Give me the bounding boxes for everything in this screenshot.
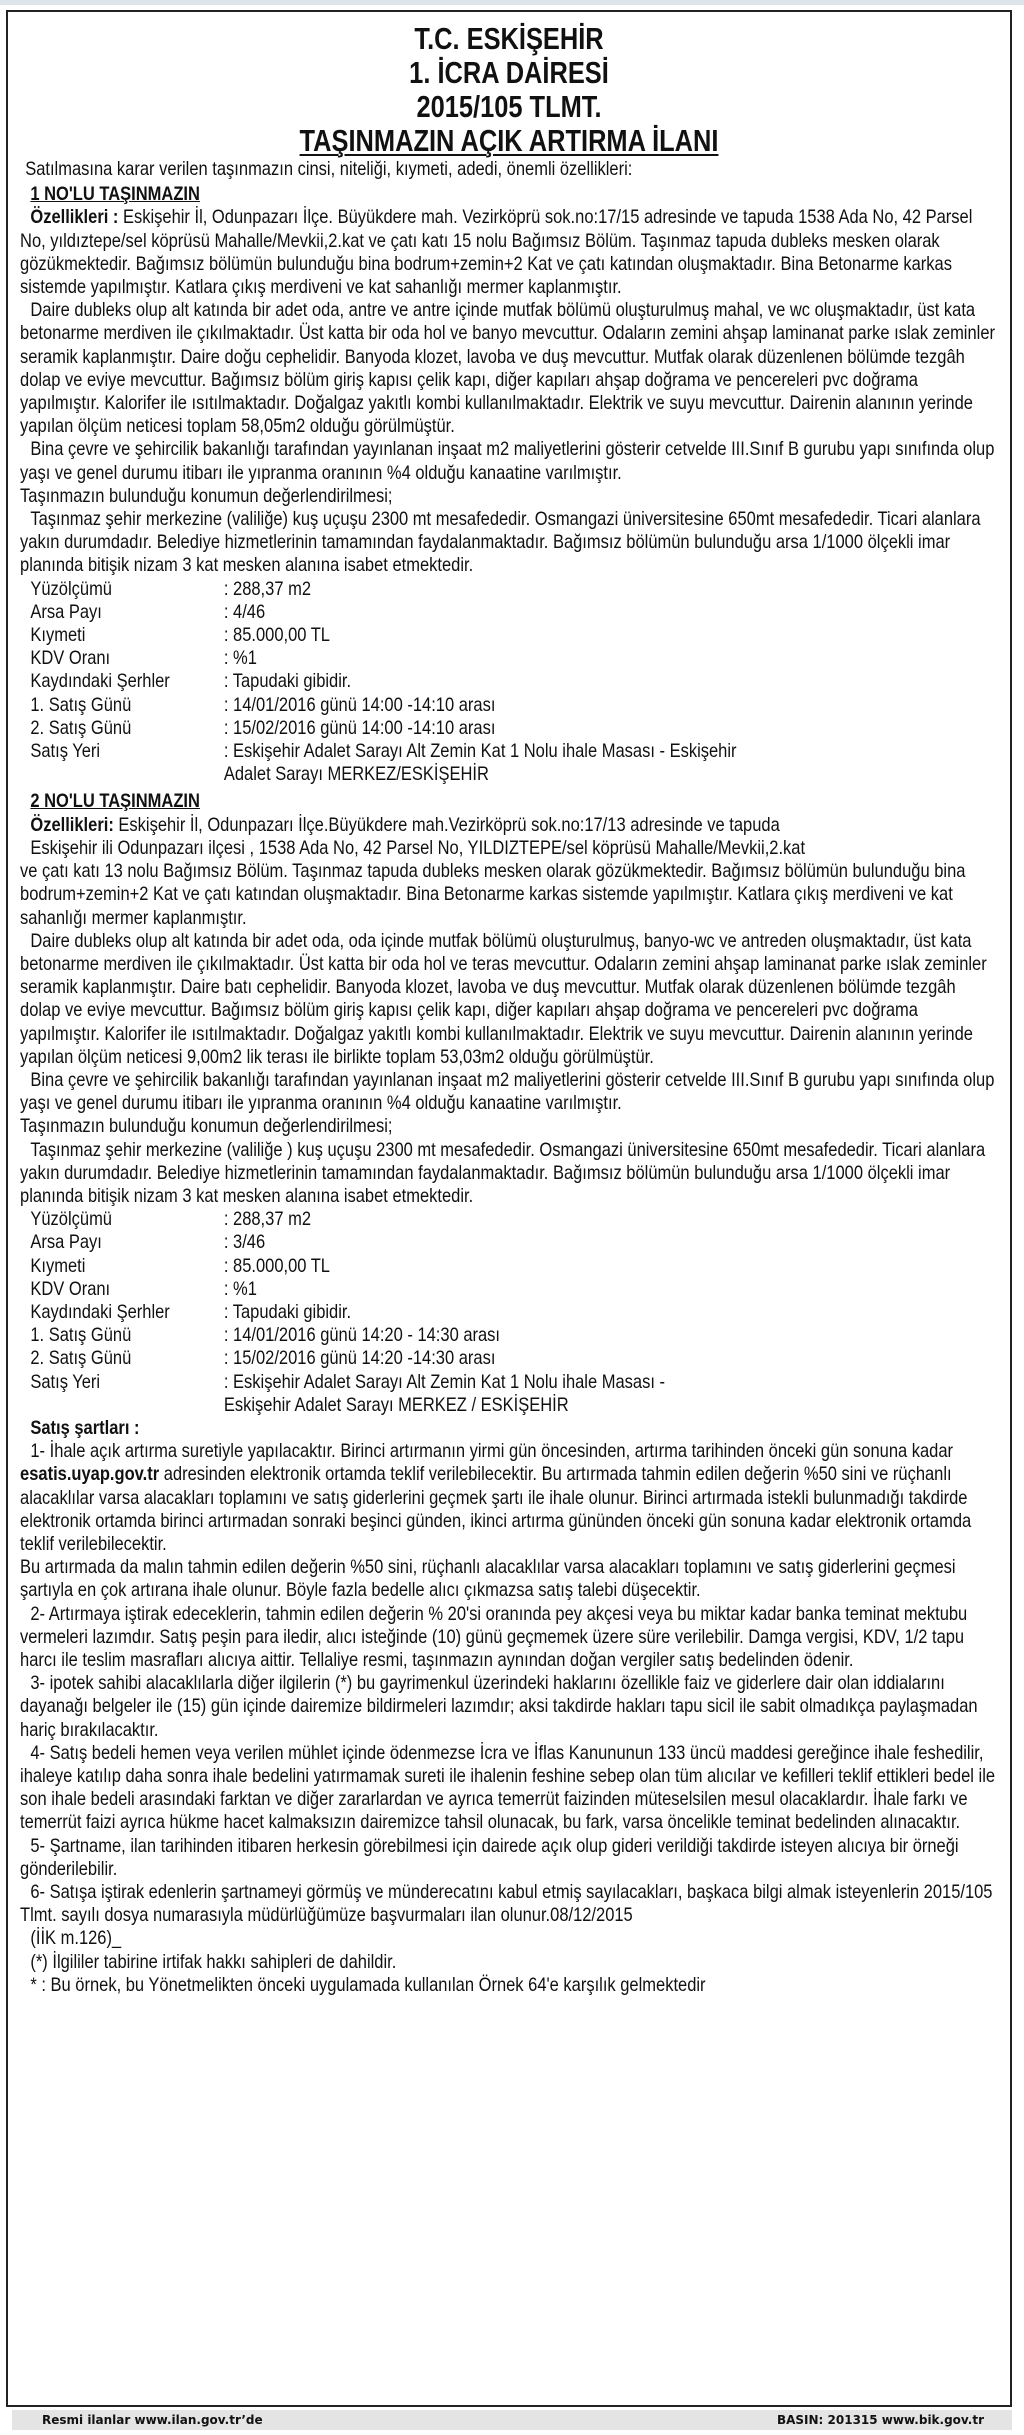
announcement-frame: [6, 10, 1012, 2407]
detail-label: Kaydındaki Şerhler: [30, 1301, 170, 1323]
detail-value: : Tapudaki gibidir.: [223, 1301, 352, 1323]
detail-value: : 288,37 m2: [223, 1209, 312, 1231]
property-1-paragraph: Bina çevre ve şehircilik bakanlığı tarafından yayınlanan inşaat m2 maliyetlerini gösterir cetvelde III.Sınıf B gurubu yapı sınıfında olup yaşı ve genel durumu itibarı ile yıpranma oranının %4 olduğu kanaatine varılmıştır.: [20, 439, 995, 484]
property-2-paragraph: Bina çevre ve şehircilik bakanlığı tarafından yayınlanan inşaat m2 maliyetlerini gösterir cetvelde III.Sınıf B gurubu yapı sınıfında olup yaşı ve genel durumu itibarı ile yıpranma oranının %4 olduğu kanaatine varılmıştır.: [20, 1069, 995, 1115]
detail-row: [30, 601, 1000, 624]
property-2-heading: 2 NO'LU TAŞINMAZIN: [30, 791, 200, 813]
intro-text: Satılmasına karar verilen taşınmazın cinsi, niteliği, kıymeti, adedi, önemli özellikleri:: [25, 159, 633, 180]
conditions-heading: Satış şartları :: [30, 1417, 140, 1439]
detail-label: Yüzölçümü: [30, 1209, 112, 1231]
detail-label: Satış Yeri: [30, 741, 101, 763]
detail-row: [30, 717, 1000, 740]
detail-row: [30, 1208, 1000, 1231]
detail-label: 1. Satış Günü: [30, 694, 132, 716]
condition-1: [20, 1440, 1000, 1556]
detail-row: [30, 647, 1000, 670]
detail-label: Kaydındaki Şerhler: [30, 671, 170, 693]
detail-value: : 15/02/2016 günü 14:20 -14:30 arası: [223, 1348, 496, 1370]
detail-value: : 3/46: [223, 1232, 266, 1254]
property-2-features: [20, 814, 1000, 837]
condition-text: adresinden elektronik ortamda teklif verilebilecektir. Bu artırmada tahmin edilen değerin %50 sini ve rüçhanlı alacaklılar varsa alacakları toplamını ve satış giderlerini geçmek şartı ile ihale olunur. Birinci artırmada istekli bulunmadığı takdirde elektronik ortamda birinci artırmadan sonraki beşinci günden, ikinci artırma gününden önceki gün sonuna kadar elektronik ortamda teklif verilebilecektir.: [20, 1464, 972, 1555]
detail-label: 1. Satış Günü: [30, 1325, 132, 1347]
announcement-header: [8, 22, 1010, 158]
condition-3: 3- ipotek sahibi alacaklılarla diğer ilgilerin (*) bu gayrimenkul üzerindeki haklarını özellikle faiz ve giderlere dair olan iddialarını dayanağı belgeler ile (15) gün içinde dairemize bildirmeleri lazımdır; aksi takdirde hakları tapu sicil ile sabit olmadıkça paylaşmadan hariç bırakılacaktır.: [20, 1673, 978, 1741]
detail-row: [30, 578, 1000, 601]
sale-place-continuation: Adalet Sarayı MERKEZ/ESKİŞEHİR: [223, 764, 489, 786]
detail-value: : Tapudaki gibidir.: [223, 671, 352, 693]
detail-label: Kıymeti: [30, 1255, 86, 1277]
condition-6: 6- Satışa iştirak edenlerin şartnameyi görmüş ve münderecatını kabul etmiş sayılacakları, başkaca bilgi almak isteyenlerin 2015/105 Tlmt. sayılı dosya numarasıyla müdürlüğümüze başvurmaları ilan olunur.08/12/2015: [20, 1882, 993, 1927]
property-1-paragraph: Eskişehir İl, Odunpazarı İlçe. Büyükdere mah. Vezirköprü sok.no:17/15 adresinde ve tapuda 1538 Ada No, 42 Parsel No, yıldıztepe/sel köprüsü Mahalle/Mevkii,2.kat ve çatı katı 15 nolu Bağımsız Bölüm. Taşınmaz tapuda dubleks mesken olarak gözükmektedir. Bağımsız bölümün bulunduğu bina bodrum+zemin+2 Kat ve çatı katından oluşmaktadır. Bina Betonarme karkas sistemde yapılmıştır. Katlara çıkış merdiveni ve kat sahanlığı mermer kaplanmıştır.: [20, 207, 973, 299]
detail-row: [30, 1324, 1000, 1347]
detail-row: [30, 1347, 1000, 1370]
header-line-3: 2015/105 TLMT.: [416, 89, 602, 124]
condition-2: 2- Artırmaya iştirak edeceklerin, tahmin edilen değerin % 20'si oranında pey akçesi veya bu miktar kadar banka teminat mektubu vermeleri lazımdır. Satış peşin para iledir, alıcı isteğinde (10) günü geçmemek üzere süre verilebilir. Damga vergisi, KDV, 1/2 tapu harcı ile teslim masrafları alıcıya aittir. Tellaliye resmi, taşınmazın aynından doğan vergiler satış bedelinden ödenir.: [20, 1603, 968, 1671]
detail-label: Kıymeti: [30, 625, 86, 647]
detail-row: [30, 1371, 1000, 1394]
detail-label: 2. Satış Günü: [30, 717, 132, 739]
features-label: Özellikleri:: [30, 814, 114, 836]
property-2-paragraph: Eskişehir ili Odunpazarı ilçesi , 1538 Ada No, 42 Parsel No, YILDIZTEPE/sel köprüsü Mahalle/Mevkii,2.kat: [30, 837, 806, 859]
detail-row: [30, 1255, 1000, 1278]
footnote-2: * : Bu örnek, bu Yönetmelikten önceki uygulamada kullanılan Örnek 64'e karşılık gelmektedir: [30, 1974, 706, 1996]
detail-row: [30, 1231, 1000, 1254]
property-1-paragraph: Taşınmazın bulunduğu konumun değerlendirilmesi;: [20, 485, 393, 507]
detail-row: [30, 740, 1000, 763]
detail-row: [30, 624, 1000, 647]
property-1-features: [20, 206, 1000, 299]
property-2-paragraph: Eskişehir İl, Odunpazarı İlçe.Büyükdere mah.Vezirköprü sok.no:17/13 adresinde ve tapuda: [113, 814, 780, 836]
detail-value: : 4/46: [223, 601, 266, 623]
detail-value: : 14/01/2016 günü 14:00 -14:10 arası: [223, 694, 496, 716]
announcement-title-text: TAŞINMAZIN AÇIK ARTIRMA İLANI: [299, 123, 719, 158]
detail-value: : Eskişehir Adalet Sarayı Alt Zemin Kat 1 Nolu ihale Masası -: [223, 1371, 666, 1393]
header-line-1: T.C. ESKİŞEHİR: [414, 21, 604, 56]
detail-label: KDV Oranı: [30, 1278, 111, 1300]
detail-row: [30, 1301, 1000, 1324]
top-strip: [0, 0, 1024, 5]
condition-1-continued: Bu artırmada da malın tahmin edilen değerin %50 sini, rüçhanlı alacaklılar varsa alacakları toplamını ve satış giderlerini geçmesi şartıyla en çok artırana ihale olunur. Böyle fazla bedelle alıcı çıkmazsa satış talebi düşecektir.: [20, 1557, 956, 1602]
condition-text: 1- İhale açık artırma suretiyle yapılacaktır. Birinci artırmanın yirmi gün öncesinden, artırma tarihinden önceki gün sonuna kadar: [30, 1441, 954, 1463]
property-2-details: [20, 1208, 1000, 1417]
announcement-body: [8, 158, 1012, 1997]
footer-ilan-link[interactable]: Resmi ilanlar www.ilan.gov.tr’de: [42, 2413, 263, 2427]
sale-place-continuation: Eskişehir Adalet Sarayı MERKEZ / ESKİŞEHİR: [223, 1394, 569, 1416]
detail-label: Satış Yeri: [30, 1371, 101, 1393]
detail-row: [30, 1278, 1000, 1301]
property-1-paragraph: Daire dubleks olup alt katında bir adet oda, antre ve antre içinde mutfak bölümü oluşturulmuş mahal, ve wc oluşmaktadır, üst kata betonarme merdiven ile çıkılmaktadır. Üst katta bir oda hol ve banyo mevcuttur. Odaların zemini ahşap laminanat parke ıslak zeminler seramik kaplanmıştır. Daire doğu cephelidir. Banyoda klozet, lavoba ve duş mevcuttur. Mutfak olarak düzenlenen bölümde tezgâh dolap ve eviye mevcuttur. Bağımsız bölüm giriş kapısı çelik kapı, diğer kapıları ahşap doğrama ve pencereleri pvc doğrama yapılmıştır. Kalorifer ile ısıtılmaktadır. Doğalgaz yakıtlı kombi kullanılmaktadır. Elektrik ve suyu mevcuttur. Dairenin alanının yerinde yapılan ölçüm neticesi toplam 58,05m2 olduğu görülmüştür.: [20, 300, 995, 438]
detail-row: [30, 670, 1000, 693]
detail-value: : 85.000,00 TL: [223, 625, 330, 647]
features-label: Özellikleri :: [30, 207, 119, 229]
detail-value: : %1: [223, 1278, 257, 1300]
property-2-paragraph: Taşınmaz şehir merkezine (valiliğe ) kuş uçuşu 2300 mt mesafededir. Osmangazi üniversitesine 650mt mesafededir. Ticari alanlara yakın durumdadır. Belediye hizmetlerinin tamamından faydalanmaktadır. Bağımsız bölümün bulunduğu arsa 1/1000 ölçekli imar planında bitişik nizam 3 kat mesken alanına isabet etmektedir.: [20, 1139, 986, 1207]
detail-label: Arsa Payı: [30, 1232, 102, 1254]
property-1-details: [20, 578, 1000, 787]
detail-label: Arsa Payı: [30, 601, 102, 623]
detail-value: : 15/02/2016 günü 14:00 -14:10 arası: [223, 717, 496, 739]
footer-bar: [12, 2410, 1012, 2430]
property-2-paragraph: ve çatı katı 13 nolu Bağımsız Bölüm. Taşınmaz tapuda dubleks mesken olarak gözükmektedir. Bağımsız bölümün bulunduğu bina bodrum+zemin+2 Kat ve çatı katından oluşmaktadır. Bina Betonarme karkas sistemde yapılmıştır. Katlara çıkış merdiveni ve kat sahanlığı mermer kaplanmıştır.: [20, 861, 966, 929]
footer-basin-info[interactable]: BASIN: 201315 www.bik.gov.tr: [776, 2413, 984, 2427]
detail-value: : 85.000,00 TL: [223, 1255, 330, 1277]
esatis-link[interactable]: esatis.uyap.gov.tr: [20, 1464, 160, 1486]
condition-5: 5- Şartname, ilan tarihinden itibaren herkesin görebilmesi için dairede açık olup gideri verildiği takdirde isteyen alıcıya bir örneği gönderilebilir.: [20, 1835, 959, 1880]
detail-row: [30, 694, 1000, 717]
detail-value: : Eskişehir Adalet Sarayı Alt Zemin Kat 1 Nolu ihale Masası - Eskişehir: [223, 741, 737, 763]
detail-label: KDV Oranı: [30, 648, 111, 670]
condition-4: 4- Satış bedeli hemen veya verilen mühlet içinde ödenmezse İcra ve İflas Kanununun 133 üncü maddesi gereğince ihale feshedilir, ihaleye katılıp daha sonra ihale bedelini yatırmamak sureti ile ihalenin feshine sebep olan tüm alıcılar ve kefilleri teklif ettikleri bedel ile son ihale bedeli arasındaki farktan ve diğer zararlardan ve ayrıca temerrüt faizinden müteselsilen mesul olacaklardır. İhale farkı ve temerrüt faizi ayrıca hükme hacet kalmaksızın dairemizce tahsil olunacak, bu fark, varsa öncelikle teminat bedelinden alınacaktır.: [20, 1742, 996, 1834]
detail-label: Yüzölçümü: [30, 578, 112, 600]
detail-label: 2. Satış Günü: [30, 1348, 132, 1370]
law-reference: (İİK m.126)_: [30, 1928, 122, 1950]
header-line-2: 1. İCRA DAİRESİ: [409, 55, 609, 90]
property-2-paragraph: Daire dubleks olup alt katında bir adet oda, oda içinde mutfak bölümü oluşturulmuş, banyo-wc ve antreden oluşmaktadır, üst kata betonarme merdiven ile çıkılmaktadır. Üst katta bir oda hol ve teras mevcuttur. Odaların zemini ahşap laminanat parke ıslak zeminler seramik kaplanmıştır. Daire batı cephelidir. Banyoda klozet, lavoba ve duş mevcuttur. Mutfak olarak düzenlenen bölümde tezgâh dolap ve eviye mevcuttur. Bağımsız bölüm giriş kapısı çelik kapı, diğer kapıları ahşap doğrama ve pencereleri pvc doğrama yapılmıştır. Kalorifer ile ısıtılmaktadır. Doğalgaz yakıtlı kombi kullanılmaktadır. Elektrik ve suyu mevcuttur. Dairenin alanının yerinde yapılan ölçüm neticesi 9,00m2 lik terası ile birlikte toplam 53,03m2 olduğu görülmüştür.: [20, 930, 987, 1068]
detail-value: : 288,37 m2: [223, 578, 312, 600]
footnote-1: (*) İlgililer tabirine irtifak hakkı sahipleri de dahildir.: [30, 1951, 397, 1973]
property-2-paragraph: Taşınmazın bulunduğu konumun değerlendirilmesi;: [20, 1116, 393, 1138]
announcement-title: [98, 124, 920, 158]
property-1-paragraph: Taşınmaz şehir merkezine (valiliğe) kuş uçuşu 2300 mt mesafededir. Osmangazi üniversitesine 650mt mesafededir. Ticari alanlara yakın durumdadır. Belediye hizmetlerinin tamamından faydalanmaktadır. Bağımsız bölümün bulunduğu arsa 1/1000 ölçekli imar planında bitişik nizam 3 kat mesken alanına isabet etmektedir.: [20, 509, 981, 577]
property-1-heading: 1 NO'LU TAŞINMAZIN: [30, 184, 200, 206]
detail-value: : %1: [223, 648, 257, 670]
detail-value: : 14/01/2016 günü 14:20 - 14:30 arası: [223, 1325, 501, 1347]
